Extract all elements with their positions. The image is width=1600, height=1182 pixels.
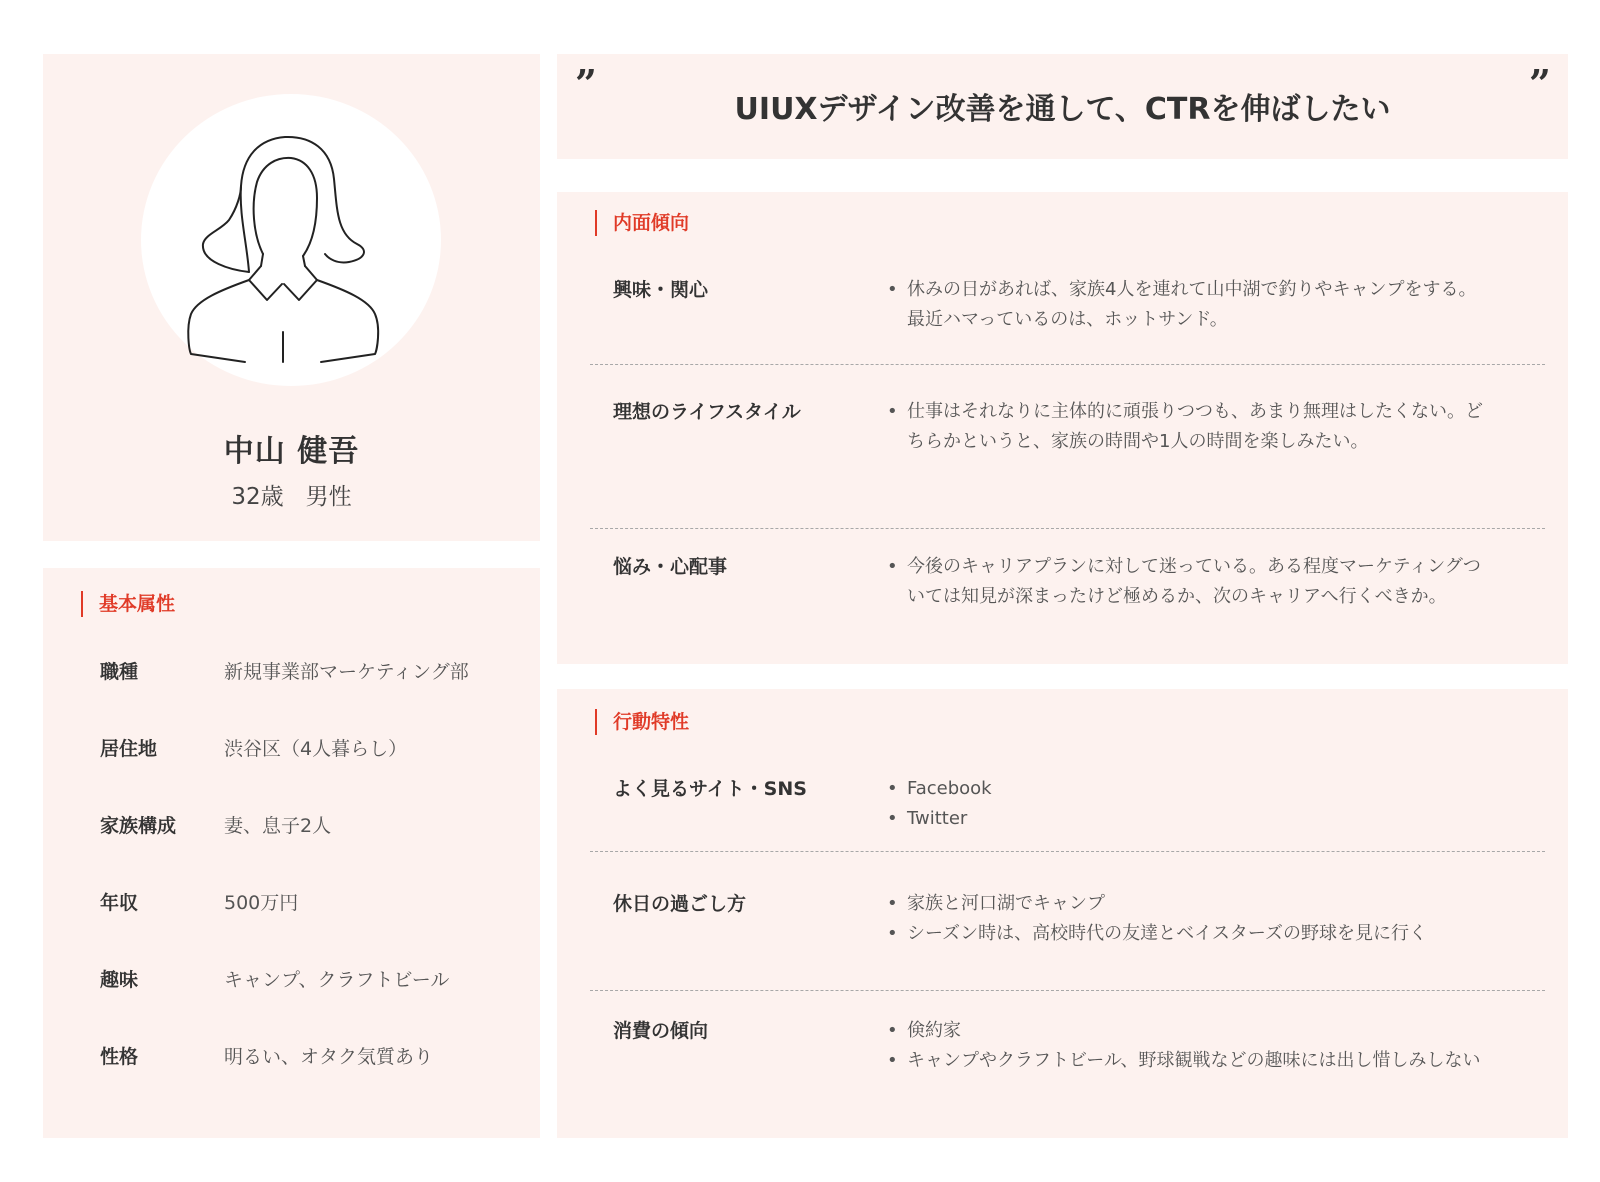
list-item: • 今後のキャリアプランに対して迷っている。ある程度マーケティングついては知見が深まったけど極めるか、次のキャリアへ行くべきか。: [885, 552, 1485, 612]
quote-card: [557, 54, 1568, 159]
quote-text: UIUXデザイン改善を通して、CTRを伸ばしたい: [734, 92, 1391, 127]
list-item: • 仕事はそれなりに主体的に頑張りつつも、あまり無理はしたくない。どちらかというと、家族の時間や1人の時間を楽しみたい。: [885, 397, 1485, 457]
close-quote-icon: ”: [1529, 61, 1551, 106]
attribute-value: 新規事業部マーケティング部: [224, 661, 469, 683]
attributes-card: [43, 568, 540, 1138]
list-item: • シーズン時は、高校時代の友達とベイスターズの野球を見に行く: [885, 919, 1485, 949]
detail-list: [885, 552, 1485, 612]
attributes-title: 基本属性: [81, 591, 175, 617]
attribute-label: 居住地: [100, 738, 158, 760]
detail-label: 消費の傾向: [613, 1020, 709, 1042]
behavior-card: [557, 689, 1568, 1138]
persona-name: 中山 健吾: [223, 434, 360, 469]
profile-card: [43, 54, 540, 541]
open-quote-icon: ”: [575, 61, 597, 106]
detail-label: 興味・関心: [613, 279, 709, 301]
attribute-label: 性格: [100, 1046, 139, 1068]
divider: [590, 851, 1545, 852]
detail-list: [885, 397, 1485, 457]
attribute-value: 500万円: [224, 892, 299, 914]
inner-title: 内面傾向: [595, 210, 689, 236]
list-item: • 家族と河口湖でキャンプ: [885, 889, 1485, 919]
detail-label: 休日の過ごし方: [613, 893, 747, 915]
divider: [590, 364, 1545, 365]
attribute-label: 年収: [100, 892, 139, 914]
divider: [590, 990, 1545, 991]
attribute-row: [100, 888, 520, 918]
person-silhouette-icon: [141, 94, 441, 386]
attribute-value: 渋谷区（4人暮らし）: [224, 738, 408, 760]
attribute-value: 明るい、オタク気質あり: [224, 1046, 434, 1068]
attribute-label: 趣味: [100, 969, 139, 991]
detail-label: 理想のライフスタイル: [613, 401, 801, 423]
attribute-label: 家族構成: [100, 815, 177, 837]
behavior-title: 行動特性: [595, 709, 689, 735]
detail-list: [885, 1016, 1485, 1076]
list-item: • 休みの日があれば、家族4人を連れて山中湖で釣りやキャンプをする。最近ハマっているのは、ホットサンド。: [885, 275, 1485, 335]
attribute-row: [100, 734, 520, 764]
attribute-label: 職種: [100, 661, 139, 683]
inner-tendencies-card: [557, 192, 1568, 664]
attribute-row: [100, 811, 520, 841]
avatar: [141, 94, 441, 386]
persona-meta: [43, 478, 540, 511]
list-item: • Facebook: [885, 774, 1485, 804]
attribute-row: [100, 965, 520, 995]
attribute-value: 妻、息子2人: [224, 815, 332, 837]
persona-gender: 男性: [305, 484, 352, 510]
persona-age: 32歳: [231, 484, 284, 510]
attribute-row: [100, 657, 520, 687]
detail-label: 悩み・心配事: [613, 556, 728, 578]
attribute-row: [100, 1042, 520, 1072]
list-item: • Twitter: [885, 804, 1485, 834]
detail-list: [885, 275, 1485, 335]
list-item: • キャンプやクラフトビール、野球観戦などの趣味には出し惜しみしない: [885, 1046, 1485, 1076]
detail-label: よく見るサイト・SNS: [613, 778, 807, 800]
detail-list: [885, 889, 1485, 949]
detail-list: [885, 774, 1485, 834]
attribute-value: キャンプ、クラフトビール: [224, 969, 450, 991]
list-item: • 倹約家: [885, 1016, 1485, 1046]
divider: [590, 528, 1545, 529]
